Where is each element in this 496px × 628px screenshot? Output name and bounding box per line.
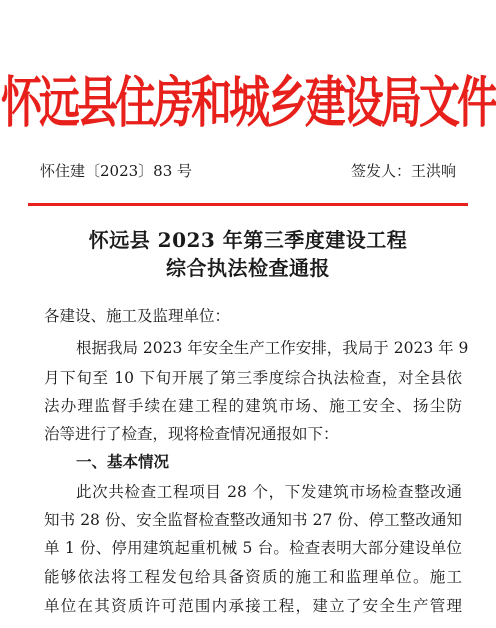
- salutation: 各建设、施工及监理单位：: [44, 307, 231, 325]
- signer: 签发人：王洪响: [350, 162, 456, 180]
- issuing-authority-masthead: 怀远县住房和城乡建设局文件: [1, 70, 495, 135]
- body-line: 月下旬至 10 下旬开展了第三季度综合执法检查，对全县依: [44, 369, 462, 387]
- body-line: 根据我局 2023 年安全生产工作安排，我局于 2023 年 9: [76, 339, 469, 357]
- body-line: 法办理监督手续在建工程的建筑市场、施工安全、扬尘防: [44, 397, 462, 415]
- document-meta: [40, 160, 456, 181]
- body-line: 单 1 份、停用建筑起重机械 5 台。检查表明大部分建设单位: [44, 539, 462, 557]
- document-number: 怀住建〔2023〕83 号: [40, 162, 193, 180]
- document-title-line-1: 怀远县 2023 年第三季度建设工程: [88, 228, 408, 252]
- document-title-line-2: 综合执法检查通报: [166, 256, 330, 280]
- body-line: 单位在其资质许可范围内承接工程，建立了安全生产管理: [44, 597, 462, 615]
- body-line: 此次共检查工程项目 28 个，下发建筑市场检查整改通: [76, 483, 462, 501]
- section-heading: 一、基本情况: [76, 453, 170, 471]
- red-separator-line: [28, 203, 468, 206]
- body-line: 治等进行了检查，现将检查情况通报如下：: [44, 425, 339, 443]
- body-line: 能够依法将工程发包给具备资质的施工和监理单位。施工: [44, 568, 462, 586]
- body-line: 知书 28 份、安全监督检查整改通知书 27 份、停工整改通知: [44, 511, 462, 529]
